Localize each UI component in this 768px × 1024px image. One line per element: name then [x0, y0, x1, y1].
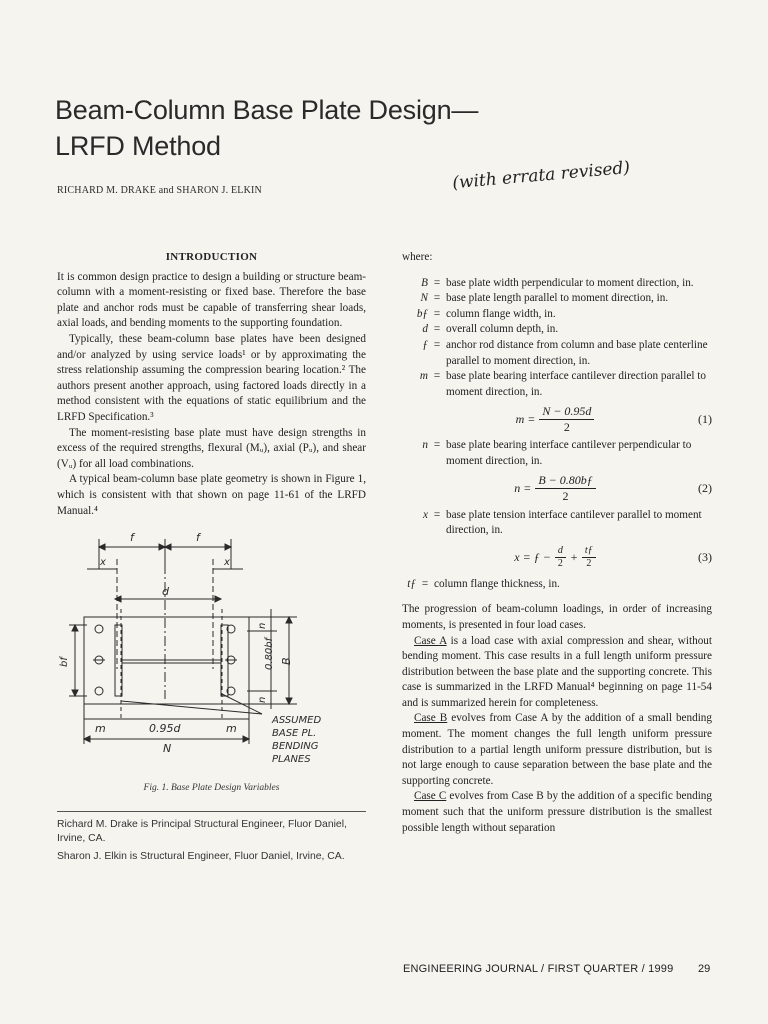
intro-paragraph-2: Typically, these beam-column base plates have been designed and/or analyzed by using service loads¹ or by approximating the stress relationship assuming the compression bearing location.² The authors present another approach, using factored loads directly in a method consistent with the equations of static equilibrium and the LRFD Specification.³	[57, 332, 366, 423]
definition-tf: tƒ = column flange thickness, in.	[407, 577, 560, 590]
left-column	[57, 250, 366, 867]
equation-1-number: (1)	[698, 411, 712, 426]
definition-x: x = base plate tension interface cantilever parallel to moment direction, in.	[423, 508, 702, 537]
svg-text:m: m	[95, 722, 106, 736]
case-c-paragraph: Case C evolves from Case B by the addition of a specific bending moment such that the uniform pressure distribution is the smallest possible length without separation	[402, 790, 712, 834]
page-number: 29	[698, 963, 711, 975]
svg-text:n: n	[257, 696, 268, 704]
case-b-label: Case B	[414, 712, 448, 725]
svg-text:x: x	[100, 557, 106, 569]
equation-2: n = $\frac{B - 0.80bƒ}{2}$ (2)	[514, 473, 712, 504]
author-bio-elkin: Sharon J. Elkin is Structural Engineer, Fluor Daniel, Irvine, CA.	[57, 850, 345, 862]
case-b-paragraph: Case B evolves from Case A by the addition of a small bending moment. The moment changes the full length uniform pressure distribution to a partial length uniform pressure distribution, but is not large enough to cause separation between the base plate and the supporting concrete.	[402, 712, 712, 787]
svg-text:BENDING: BENDING	[272, 741, 319, 753]
title-line-2: LRFD Method	[55, 131, 221, 161]
equation-2-number: (2)	[698, 480, 712, 495]
intro-paragraph-1: It is common design practice to design a building or structure beam-column with a moment-resisting or fixed base. Therefore the base plate and anchor rods must be capable of transferring shear loads, axial loads, and bending moments to the supporting foundation.	[57, 270, 366, 330]
equation-3: x = ƒ − $\frac{d}{2}$ + $\frac{tƒ}{2}$ (3)	[514, 545, 712, 570]
variable-definitions	[414, 276, 712, 401]
intro-paragraph-4: A typical beam-column base plate geometry is shown in Figure 1, which is consistent with that shown on page 11-61 of the LRFD Manual.⁴	[57, 473, 366, 517]
svg-text:N: N	[163, 742, 172, 756]
case-a-paragraph: Case A is a load case with axial compression and shear, without bending moment. This case results in a full length uniform pressure distribution between the base plate and the supporting concrete. This case is summarized in the LRFD Manual⁴ beginning on page 11-54 and is summarized herein for completeness.	[402, 634, 712, 709]
case-c-label: Case C	[414, 790, 447, 803]
svg-text:BASE PL.: BASE PL.	[272, 728, 317, 740]
svg-text:(with errata revised): (with errata revised)	[451, 157, 631, 194]
intro-paragraph-3: The moment-resisting base plate must have design strengths in excess of the required strengths, flexural (Mᵤ), axial (Pᵤ), and shear (Vᵤ) for all load combinations.	[57, 426, 366, 470]
load-cases-intro: The progression of beam-column loadings, in order of increasing moments, is presented in four load cases.	[402, 603, 712, 631]
svg-text:0.95d: 0.95d	[149, 722, 181, 736]
svg-text:bf: bf	[59, 657, 70, 668]
author-bios	[57, 818, 366, 864]
svg-text:x: x	[224, 557, 230, 569]
author-bio-drake: Richard M. Drake is Principal Structural Engineer, Fluor Daniel, Irvine, CA.	[57, 818, 347, 845]
definition-f: ƒ = anchor rod distance from column and base plate centerline parallel to moment direction, in.	[422, 338, 708, 367]
definition-d: d = overall column depth, in.	[422, 323, 559, 336]
svg-text:PLANES: PLANES	[272, 754, 311, 766]
where-label: where:	[402, 251, 433, 263]
svg-text:d: d	[162, 585, 169, 599]
title-line-1: Beam-Column Base Plate Design—	[55, 95, 479, 125]
journal-footer: ENGINEERING JOURNAL / FIRST QUARTER / 1999	[403, 963, 674, 975]
definition-bf: bƒ = column flange width, in.	[416, 307, 556, 320]
right-column	[402, 250, 712, 836]
definition-B: B = base plate width perpendicular to moment direction, in.	[421, 276, 694, 289]
footnote-divider	[57, 811, 366, 812]
section-heading-introduction: INTRODUCTION	[165, 251, 258, 263]
svg-text:0.80bf: 0.80bf	[264, 637, 275, 671]
figure-caption: Fig. 1. Base Plate Design Variables	[143, 783, 280, 794]
article-title	[55, 92, 478, 164]
svg-text:ASSUMED: ASSUMED	[272, 715, 322, 727]
svg-text:f: f	[130, 531, 134, 545]
base-plate-drawing	[57, 529, 366, 779]
svg-text:n: n	[257, 622, 268, 630]
definition-n: n = base plate bearing interface cantilever perpendicular to moment direction, in.	[422, 439, 692, 467]
definition-m: m = base plate bearing interface cantilever direction parallel to moment direction, in.	[419, 370, 706, 398]
equation-3-number: (3)	[698, 549, 712, 564]
handwritten-errata-note	[448, 150, 663, 198]
case-a-label: Case A	[414, 634, 447, 647]
figure-1-base-plate-diagram	[57, 529, 366, 779]
svg-text:B: B	[280, 657, 293, 666]
svg-text:f: f	[196, 531, 200, 545]
svg-text:m: m	[226, 722, 237, 736]
equation-1: m = $\frac{N - 0.95d}{2}$ (1)	[515, 403, 712, 434]
definition-N: N = base plate length parallel to moment direction, in.	[420, 292, 669, 305]
authors-line: RICHARD M. DRAKE and SHARON J. ELKIN	[57, 185, 262, 196]
